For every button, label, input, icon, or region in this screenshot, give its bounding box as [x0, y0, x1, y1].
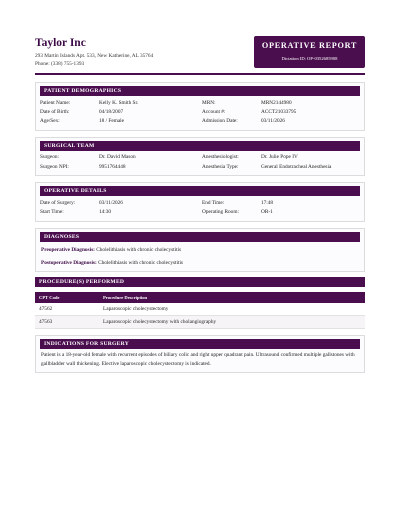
procedure-description-cell: Laparoscopic cholecystectomy — [99, 303, 365, 316]
field-label: Start Time: — [40, 209, 64, 215]
preop-label: Preoperative Diagnosis: — [41, 246, 95, 253]
field-value: 9951764448 — [99, 163, 126, 170]
field-value: 04/18/2007 — [99, 109, 124, 116]
field-value: 03/11/2026 — [99, 199, 123, 206]
field-label: Age/Sex: — [40, 118, 60, 125]
cpt-code-cell: 47563 — [35, 316, 99, 329]
report-header — [35, 36, 365, 68]
info-row — [40, 207, 360, 216]
column-header-cpt-code: CPT Code — [35, 292, 99, 303]
field-value: MRN2144980 — [261, 99, 292, 106]
field-label: Admission Date: — [202, 118, 238, 125]
field-value: Dr. Julie Pope IV — [261, 154, 298, 161]
postop-value: Cholelithiasis with chronic cholecystitis — [98, 259, 183, 266]
report-title: OPERATIVE REPORT — [261, 41, 358, 50]
section-heading: PROCEDURE(S) PERFORMED — [35, 277, 365, 287]
field-label: End Time: — [202, 199, 225, 206]
field-value: General Endotracheal Anesthesia — [261, 163, 332, 170]
procedures-table — [35, 292, 365, 330]
dictation-id: Dictation ID: OP-0352685908 — [281, 56, 338, 61]
info-row — [40, 117, 360, 126]
section-heading: DIAGNOSES — [40, 232, 360, 242]
field-label: Anesthesia Type: — [202, 163, 239, 170]
surgical-team-table — [40, 153, 360, 171]
field-value: Kelly K. Smith Sr. — [99, 99, 139, 106]
info-row — [40, 162, 360, 171]
surgical-team-section — [35, 137, 365, 176]
procedure-description-cell: Laparoscopic cholecystectomy with cholangiography — [99, 316, 365, 329]
table-row — [35, 303, 365, 316]
patient-demographics-section — [35, 82, 365, 131]
header-divider — [35, 73, 365, 75]
company-info — [35, 36, 153, 68]
field-label: Patient Name: — [40, 99, 71, 106]
operative-details-section — [35, 182, 365, 221]
procedures-section — [35, 277, 365, 330]
info-row — [40, 198, 360, 207]
field-value: ACCT21033795 — [261, 109, 297, 116]
field-value: Dr. David Mason — [99, 154, 136, 161]
company-phone: Phone: (338) 755-1393 — [35, 61, 85, 68]
diagnoses-section — [35, 228, 365, 272]
field-label: Date of Birth: — [40, 109, 70, 116]
field-value: 03/11/2026 — [261, 118, 285, 125]
field-value: 18 / Female — [99, 118, 125, 125]
info-row — [40, 98, 360, 107]
section-heading: OPERATIVE DETAILS — [40, 186, 360, 196]
preoperative-diagnosis — [40, 247, 360, 253]
field-label: Anesthesiologist: — [202, 154, 239, 161]
operative-details-table — [40, 198, 360, 216]
cpt-code-cell: 47562 — [35, 303, 99, 316]
section-heading: PATIENT DEMOGRAPHICS — [40, 86, 360, 96]
field-label: Account #: — [202, 109, 226, 116]
section-heading: INDICATIONS FOR SURGERY — [40, 339, 360, 349]
field-label: Operating Room: — [202, 209, 239, 215]
info-row — [40, 107, 360, 116]
company-name: Taylor Inc — [35, 37, 86, 49]
indications-text: Patient is a 18-year-old female with recurrent episodes of biliary colic and right upper quadrant pain. Ultrasound confirmed multiple gallstones with gallbladder wall thickening. Elective laparoscopic cholecystectomy is indicated. — [41, 352, 355, 367]
report-title-box — [254, 36, 365, 68]
column-header-description: Procedure Description — [99, 292, 365, 303]
table-header-row — [35, 292, 365, 303]
table-row — [35, 316, 365, 329]
field-label: Surgeon: — [40, 154, 60, 161]
field-label: Date of Surgery: — [40, 199, 76, 206]
preop-value: Cholelithiasis with chronic cholecystitis — [96, 246, 182, 253]
demographics-table — [40, 98, 360, 126]
field-value: OR-1 — [261, 209, 273, 215]
indications-section — [35, 335, 365, 373]
field-value: 17:48 — [261, 199, 274, 206]
field-value: 14:30 — [99, 209, 112, 215]
postop-label: Postoperative Diagnosis: — [41, 259, 97, 266]
field-label: Surgeon NPI: — [40, 163, 69, 170]
info-row — [40, 153, 360, 162]
field-label: MRN: — [202, 99, 216, 106]
company-address: 293 Martin Islands Apt. 533, New Katherine, AL 35764 — [35, 53, 154, 59]
section-heading: SURGICAL TEAM — [40, 141, 360, 151]
postoperative-diagnosis — [40, 260, 360, 266]
